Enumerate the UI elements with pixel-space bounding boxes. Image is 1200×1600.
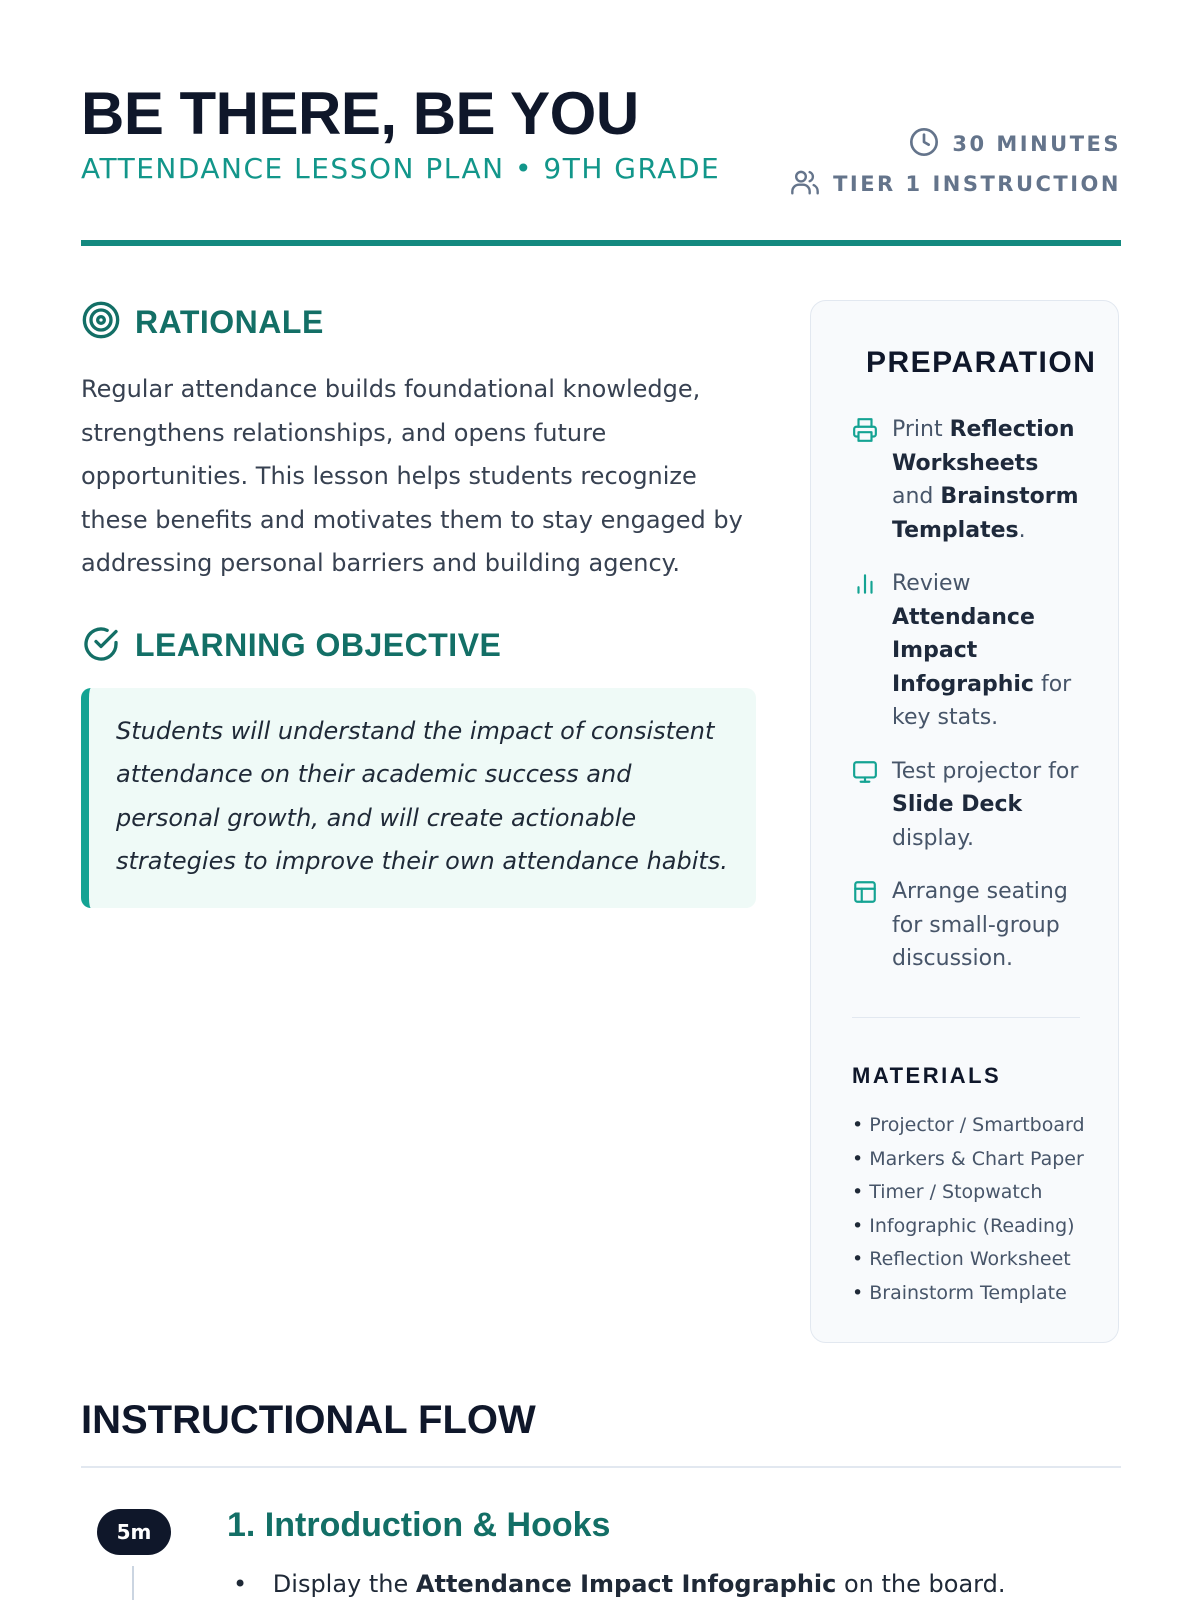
materials-item: • Projector / Smartboard [852,1109,1102,1143]
materials-item: • Infographic (Reading) [852,1210,1102,1244]
objective-heading [81,624,756,668]
preparation-item [852,875,1082,976]
preparation-item [852,567,1082,735]
step-title: 1. Introduction & Hooks [227,1506,611,1544]
timeline-line [132,1566,134,1600]
flow-divider [81,1466,1121,1468]
target-icon [81,300,121,344]
step-bullet: • Display the Attendance Impact Infographic on the board. [233,1570,1005,1598]
tier-label: TIER 1 INSTRUCTION [833,172,1121,196]
objective-title: LEARNING OBJECTIVE [135,627,502,663]
preparation-card [810,300,1119,1343]
card-divider [852,1017,1080,1018]
preparation-item [852,755,1082,856]
header-divider [81,240,1121,246]
duration-meta [789,124,1121,164]
rationale-title: RATIONALE [135,303,324,340]
users-icon [789,166,821,203]
preparation-title: PREPARATION [866,346,1097,379]
rationale-text: Regular attendance builds foundational knowledge, strengthens relationships, and opens future opportunities. This lesson helps students recognize these benefits and motivates them to stay engaged by addressing personal barriers and building agency. [81,375,743,577]
materials-item: • Brainstorm Template [852,1277,1102,1311]
preparation-list [852,413,1082,996]
main-column [81,300,756,908]
objective-text: Students will understand the impact of consistent attendance on their academic success and personal growth, and will create actionable strategies to improve their own attendance habits. [116,716,728,875]
check-circle-icon [81,624,121,668]
preparation-text: Test projector for Slide Deck display. [892,758,1079,851]
bar-chart-icon [852,567,878,735]
clock-icon [908,126,940,163]
preparation-text: Print Reflection Worksheets and Brainstorm Templates. [892,417,1079,543]
layout-icon [852,875,878,976]
step-time-badge: 5m [97,1509,171,1555]
preparation-text: Review Attendance Impact Infographic for key stats. [892,571,1072,730]
lesson-meta [789,124,1121,204]
objective-callout [81,688,756,908]
duration-label: 30 MINUTES [952,132,1121,156]
materials-item: • Reflection Worksheet [852,1243,1102,1277]
page-title: BE THERE, BE YOU [81,80,639,147]
preparation-item [852,413,1082,547]
materials-list [852,1109,1102,1310]
tier-meta [789,164,1121,204]
flow-title: INSTRUCTIONAL FLOW [81,1398,536,1442]
printer-icon [852,413,878,547]
page-header [81,78,1121,196]
materials-title: MATERIALS [852,1063,1002,1088]
materials-item: • Timer / Stopwatch [852,1176,1102,1210]
rationale-heading [81,300,756,344]
materials-item: • Markers & Chart Paper [852,1143,1102,1177]
monitor-icon [852,755,878,856]
page-subtitle: ATTENDANCE LESSON PLAN • 9TH GRADE [81,152,721,185]
preparation-text: Arrange seating for small-group discussion. [892,879,1068,971]
